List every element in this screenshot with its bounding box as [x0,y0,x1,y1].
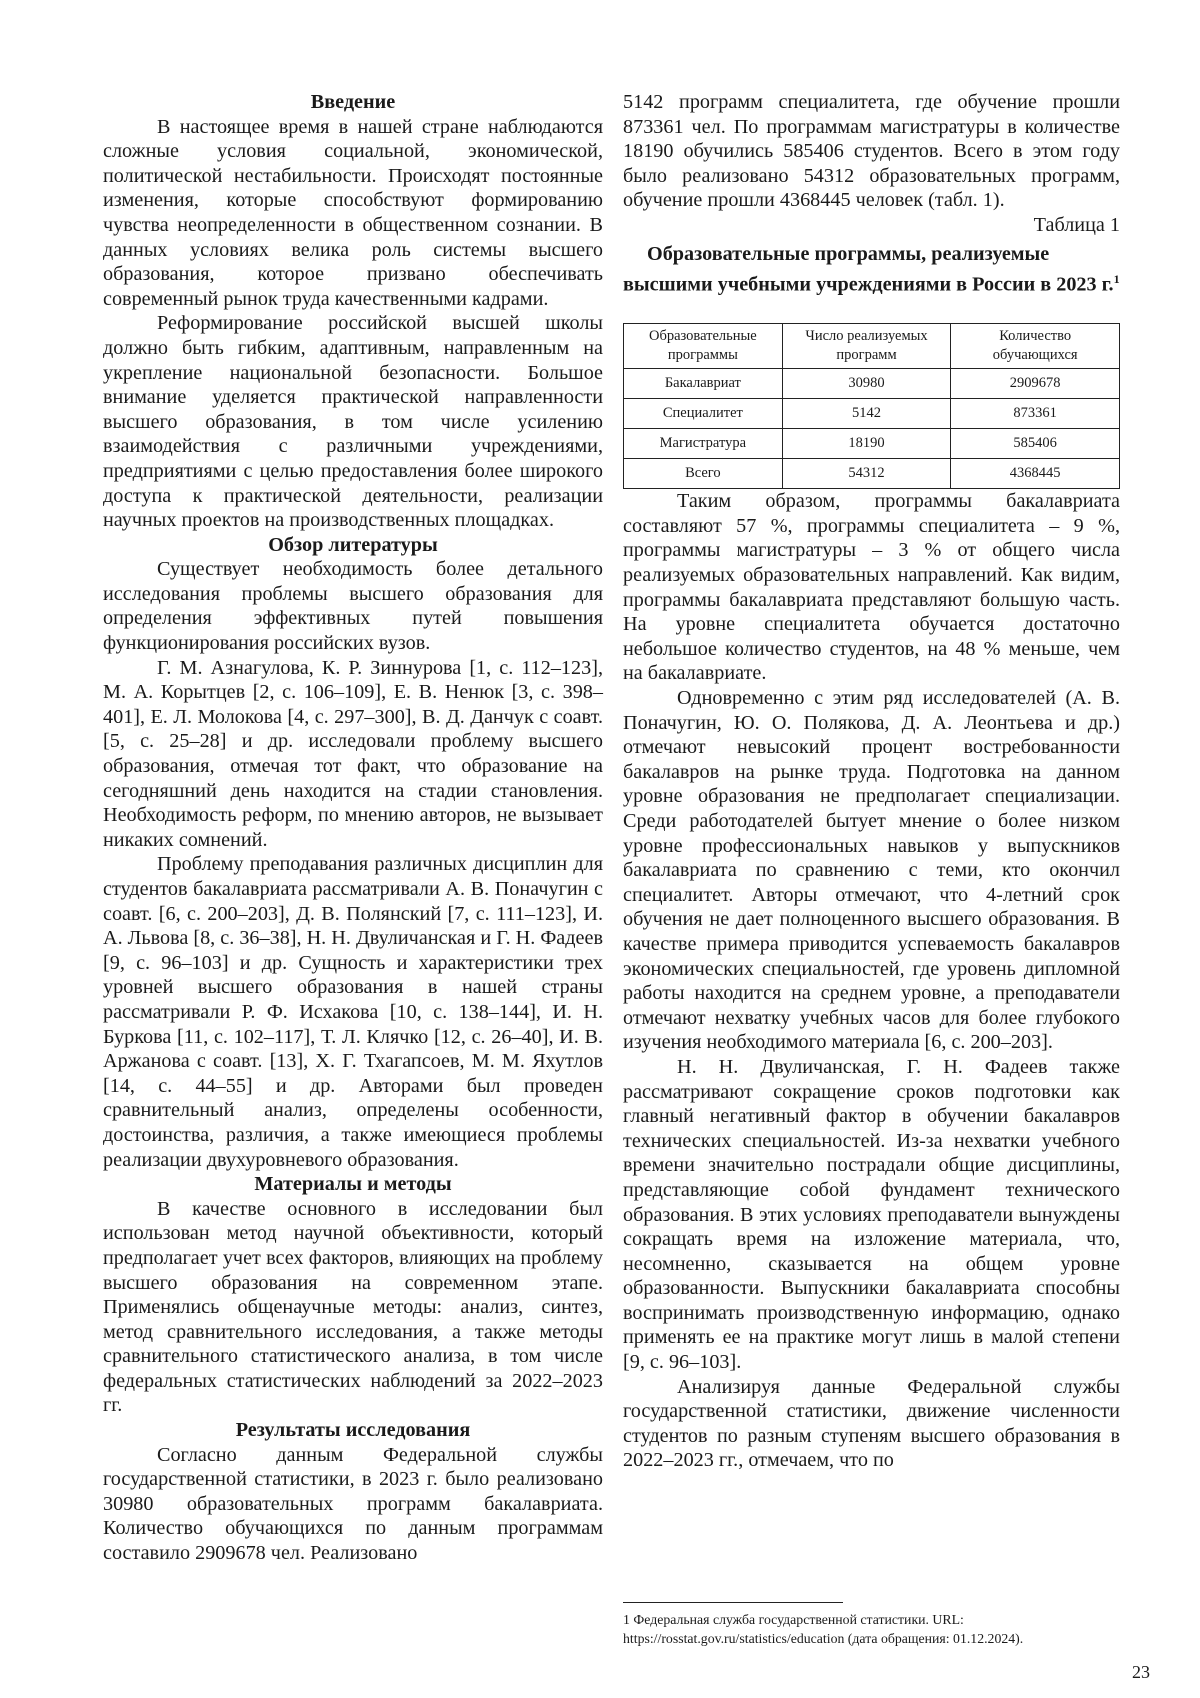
right-column [623,90,1120,1473]
section-heading-results: Результаты исследования [235,1419,471,1442]
paragraph: Согласно данным Федеральной службы государственной статистики, в 2023 г. было реализовано 30980 образовательных программ бакалавриата. Количество обучающихся по данным программам составило 2909678 чел. Реализовано [103,1443,603,1565]
table-cell: 5142 [782,399,951,429]
paragraph: Реформирование российской высшей школы должно быть гибким, адаптивным, направленным на укрепление национальной безопасности. Большое внимание уделяется практической направленности высшего образования, в том числе усилению взаимодействия с различными учреждениями, предприятиями с целью предоставления более широкого доступа к практической деятельности, реализации научных проектов на производственных площадках. [103,312,603,532]
table-title [623,242,1120,298]
education-programs-table [623,323,1120,489]
table-header-cell: Число реализуемых программ [782,324,951,369]
table-row [624,399,1120,429]
table-row [624,369,1120,399]
paragraph: Одновременно с этим ряд исследователей (А. В. Поначугин, Ю. О. Полякова, Д. А. Леонтьева и др.) отмечают невысокий процент востребованности бакалавров на рынке труда. Подготовка на данном уровне образования не предполагает специализации. Среди работодателей бытует мнение о более низком уровне профессиональных навыков у выпускников бакалавриата по сравнению с теми, кто окончил специалитет. Авторы отмечают, что 4-летний срок обучения не дает полноценного высшего образования. В качестве примера приводится успеваемость бакалавров экономических специальностей, где уровень дипломной работы находится на среднем уровне, а преподаватели отмечают нехватку учебных часов для более глубокого изучения необходимого материала [6, с. 200–203]. [623,687,1120,1054]
left-column [103,90,603,1566]
table-cell: Специалитет [624,399,783,429]
paragraph: Н. Н. Двуличанская, Г. Н. Фадеев также рассматривают сокращение сроков подготовки как главный негативный фактор в обучении бакалавров технических специальностей. Из-за нехватки учебного времени значительно пострадали общие дисциплины, представляющие собой фундамент технического образования. В этих условиях преподаватели вынуждены сокращать время на изложение материала, что, несомненно, сказывается на общем уровне образованности. Выпускники бакалавриата способны воспринимать производственную информацию, однако применять ее на практике могут лишь в малой степени [9, с. 96–103]. [623,1055,1120,1374]
footnote-marker: 1 [1113,271,1120,286]
paragraph-continued: 5142 программ специалитета, где обучение прошли 873361 чел. По программам магистратуры в количестве 18190 обучились 585406 студентов. Всего в этом году было реализовано 54312 образовательных программ, обучение прошли 4368445 человек (табл. 1). [623,91,1120,212]
paragraph: В настоящее время в нашей стране наблюдаются сложные условия социальной, экономической, политической нестабильности. Происходят постоянные изменения, которые способствуют формированию чувства неопределенности в общественном сознании. В данных условиях велика роль системы высшего образования, которое призвано обеспечивать современный рынок труда качественными кадрами. [103,115,603,310]
table-header-row [624,324,1120,369]
table-row [624,459,1120,489]
paragraph: Таким образом, программы бакалавриата составляют 57 %, программы специалитета – 9 %, программы магистратуры – 3 % от общего числа реализуемых образовательных направлений. Как видим, программы бакалавриата представляют большую часть. На уровне специалитета обучается достаточно небольшое количество студентов, на 48 % меньше, чем на бакалавриате. [623,490,1120,685]
paragraph: Анализируя данные Федеральной службы государственной статистики, движение численности студентов по разным ступеням высшего образования в 2022–2023 гг., отмечаем, что по [623,1375,1120,1472]
paragraph: Существует необходимость более детального исследования проблемы высшего образования для определения эффективных путей повышения функционирования российских вузов. [103,558,603,655]
footnote-divider [623,1602,843,1603]
table-cell: 18190 [782,429,951,459]
table-cell: Бакалавриат [624,369,783,399]
table-cell: 585406 [951,429,1120,459]
section-heading-literature: Обзор литературы [268,533,438,556]
table-title-text: Образовательные программы, реализуемые высшими учебными учреждениями в России в 2023 г. [623,242,1114,296]
table-number: Таблица 1 [1033,213,1120,236]
section-heading-introduction: Введение [310,91,396,113]
footnote: 1 Федеральная служба государственной статистики. URL: https://rosstat.gov.ru/statistics/education (дата обращения: 01.12.2024). [623,1612,1024,1646]
table-header-cell: Образовательные программы [624,324,783,369]
paragraph: В качестве основного в исследовании был использован метод научной объективности, который предполагает учет всех факторов, влияющих на проблему высшего образования на современном этапе. Применялись общенаучные методы: анализ, синтез, метод сравнительного исследования, а также методы сравнительного статистического анализа, в том числе федеральных статистических наблюдений за 2022–2023 гг. [103,1197,603,1417]
paragraph: Проблему преподавания различных дисциплин для студентов бакалавриата рассматривали А. В. Поначугин с соавт. [6, с. 200–203], Д. В. Полянский [7, с. 111–123], И. А. Львова [8, с. 36–38], Н. Н. Двуличанская и Г. Н. Фадеев [9, с. 96–103] и др. Сущность и характеристики трех уровней высшего образования в нашей страны рассматривали Р. Ф. Исхакова [10, с. 138–144], И. Н. Буркова [11, с. 102–117], Т. Л. Клячко [12, с. 26–40], И. В. Аржанова с соавт. [13], Х. Г. Тхагапсоев, М. М. Яхутлов [14, с. 44–55] и др. Авторами был проведен сравнительный анализ, определены особенности, достоинства, различия, а также имеющиеся проблемы реализации двухуровневого образования. [103,853,603,1171]
table-cell: 2909678 [951,369,1120,399]
paragraph: Г. М. Азнагулова, К. Р. Зиннурова [1, с. 112–123], М. А. Корытцев [2, с. 106–109], Е. В. Ненюк [3, с. 398–401], Е. Л. Молокова [4, с. 297–300], В. Д. Данчук с соавт. [5, с. 25–28] и др. исследовали проблему высшего образования, отмечая тот факт, что образование на сегодняшний день находится на стадии становления. Необходимость реформ, по мнению авторов, не вызывает никаких сомнений. [103,656,603,851]
table-cell: 4368445 [951,459,1120,489]
table-header-cell: Количество обучающихся [951,324,1120,369]
table-row [624,429,1120,459]
table-cell: 54312 [782,459,951,489]
section-heading-methods: Материалы и методы [254,1173,452,1196]
table-cell: 30980 [782,369,951,399]
table-cell: Магистратура [624,429,783,459]
table-cell: Всего [624,459,783,489]
table-cell: 873361 [951,399,1120,429]
page-number: 23 [1132,1662,1150,1682]
